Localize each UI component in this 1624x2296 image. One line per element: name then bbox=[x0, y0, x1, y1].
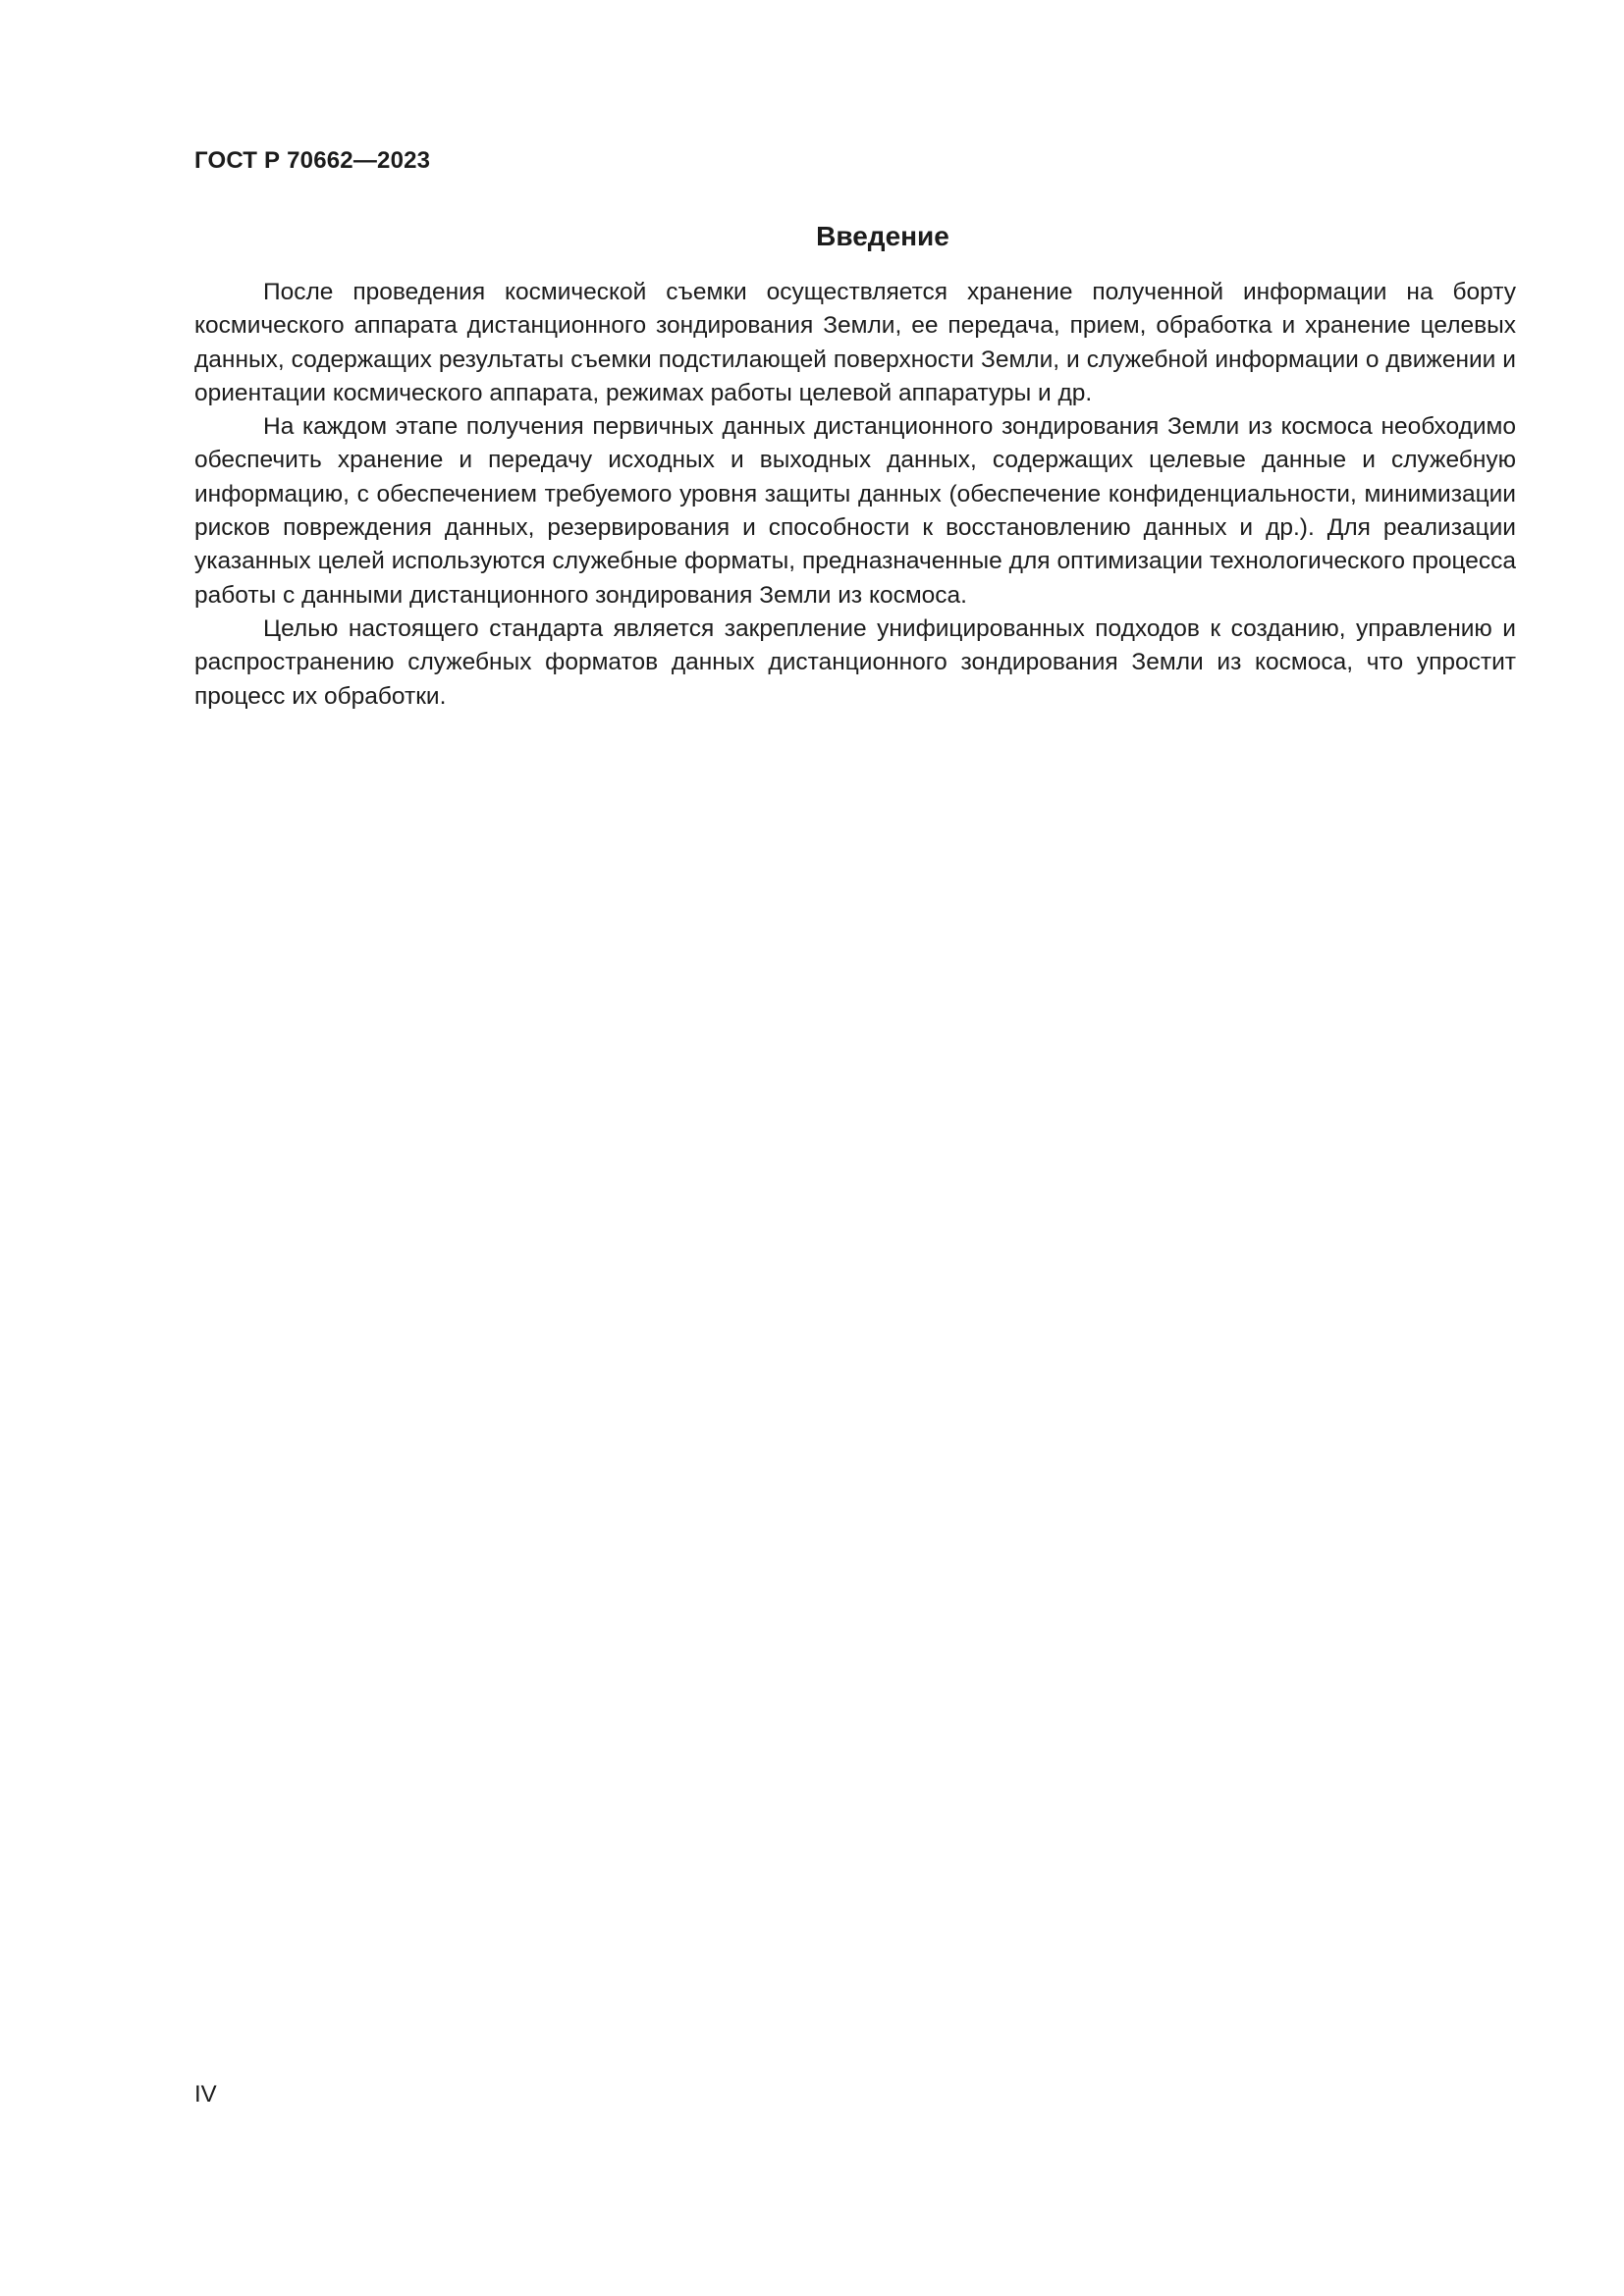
document-header: ГОСТ Р 70662—2023 bbox=[194, 147, 431, 174]
paragraph: На каждом этапе получения первичных данных дистанционного зондирования Земли из космоса необходимо обеспечить хранение и передачу исходных и выходных данных, содержащих целевые данные и служебную информацию, с обеспечением требуемого уровня защиты данных (обеспечение конфиденциальности, минимизации рисков повреждения данных, резервирования и способности к восстановлению данных и др.). Для реализации указанных целей используются служебные форматы, предназначенные для оптимизации технологического процесса работы с данными дистанционного зондирования Земли из космоса. bbox=[194, 413, 1516, 609]
paragraph: Целью настоящего стандарта является закрепление унифицированных подходов к созданию, управлению и распространению служебных форматов данных дистанционного зондирования Земли из космоса, что упростит процесс их обработки. bbox=[194, 614, 1516, 710]
document-body bbox=[194, 221, 1516, 714]
section-title: Введение bbox=[816, 221, 949, 251]
paragraph: После проведения космической съемки осуществляется хранение полученной информации на борту космического аппарата дистанционного зондирования Земли, ее передача, прием, обработка и хранение целевых данных, содержащих результаты съемки подстилающей поверхности Земли, и служебной информации о движении и ориентации космического аппарата, режимах работы целевой аппаратуры и др. bbox=[194, 279, 1516, 406]
page-number: IV bbox=[194, 2081, 217, 2108]
